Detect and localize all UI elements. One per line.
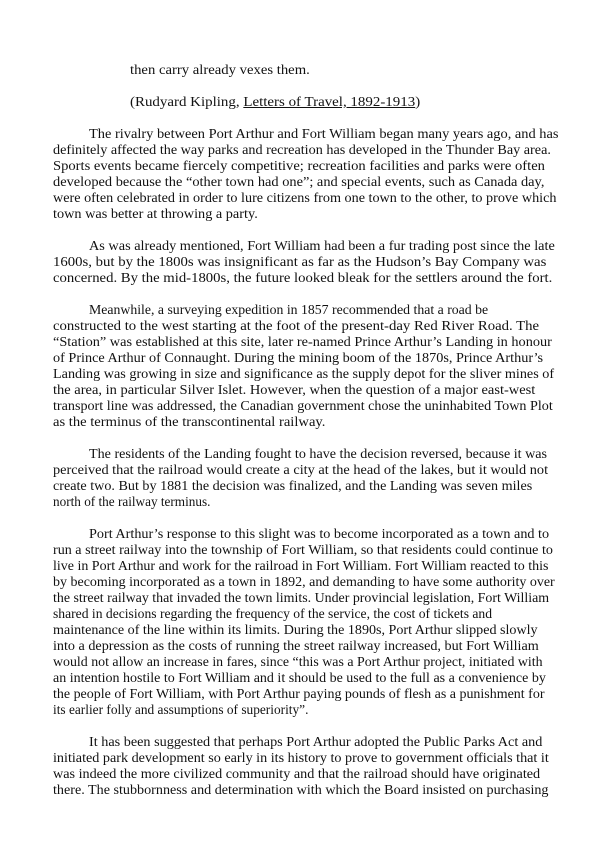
paragraph-1-line-6: town was better at throwing a party.	[53, 206, 258, 221]
paragraph-1-line-5: were often celebrated in order to lure citizens from one town to the other, to prove which	[53, 190, 557, 205]
paragraph-3-line-7: transport line was addressed, the Canadian government chose the uninhabited Town Plot	[53, 398, 553, 413]
paragraph-6-line-3: was indeed the more civilized community and that the railroad should have originated	[53, 766, 541, 781]
paragraph-6-line-4: there. The stubbornness and determination with which the Board insisted on purchasing	[53, 782, 549, 797]
paragraph-3-line-5: Landing was growing in size and significance as the supply depot for the sliver mines of	[53, 366, 555, 381]
paragraph-5-line-12: its earlier folly and assumptions of superiority”.	[53, 702, 309, 717]
paragraph-5-line-11: the people of Fort William, with Port Arthur paying pounds of flesh as a punishment for	[53, 686, 545, 701]
paragraph-3-line-2: constructed to the west starting at the foot of the present-day Red River Road. The	[53, 318, 540, 333]
paragraph-3-line-4: of Prince Arthur of Connaught. During the mining boom of the 1870s, Prince Arthur’s	[53, 350, 544, 365]
paragraph-5-line-7: maintenance of the line within its limits. During the 1890s, Port Arthur slipped slowly	[53, 622, 538, 637]
paragraph-4-line-4: north of the railway terminus.	[53, 494, 211, 509]
paragraph-5-line-10: an intention hostile to Fort William and it should be used to the full as a convenience by	[53, 670, 546, 685]
paragraph-6-line-1: It has been suggested that perhaps Port Arthur adopted the Public Parks Act and	[89, 734, 543, 749]
paragraph-5-line-1: Port Arthur’s response to this slight was to become incorporated as a town and to	[89, 526, 550, 541]
citation-open: (Rudyard Kipling,	[130, 94, 244, 109]
paragraph-4-line-2: perceived that the railroad would create a city at the head of the lakes, but it would not	[53, 462, 549, 477]
paragraph-1-line-2: definitely affected the way parks and recreation has developed in the Thunder Bay area.	[53, 142, 551, 157]
paragraph-3-line-3: “Station” was established at this site, later re-named Prince Arthur’s Landing in honour	[53, 334, 552, 349]
paragraph-1-line-1: The rivalry between Port Arthur and Fort William began many years ago, and has	[89, 126, 559, 141]
paragraph-1-line-3: Sports events became fiercely competitive; recreation facilities and parks were often	[53, 158, 545, 173]
paragraph-6-line-2: initiated park development so early in its history to prove to government officials that it	[53, 750, 549, 765]
paragraph-2-line-3: concerned. By the mid-1800s, the future looked bleak for the settlers around the fort.	[53, 270, 553, 285]
paragraph-4-line-1: The residents of the Landing fought to have the decision reversed, because it was	[89, 446, 548, 461]
citation	[130, 94, 420, 110]
paragraph-5-line-2: run a street railway into the township of Fort William, so that residents could continue to	[53, 542, 553, 557]
paragraph-3-line-1: Meanwhile, a surveying expedition in 1857 recommended that a road be	[89, 302, 489, 317]
paragraph-5-line-5: the street railway that invaded the town limits. Under provincial legislation, Fort William	[53, 590, 550, 605]
paragraph-5-line-9: would not allow an increase in fares, since “this was a Port Arthur project, initiated with	[53, 654, 543, 669]
paragraph-2-line-2: 1600s, but by the 1800s was insignificant as far as the Hudson’s Bay Company was	[53, 254, 547, 269]
paragraph-4-line-3: create two. But by 1881 the decision was finalized, and the Landing was seven miles	[53, 478, 533, 493]
paragraph-2-line-1: As was already mentioned, Fort William had been a fur trading post since the late	[89, 238, 555, 253]
citation-title: Letters of Travel, 1892-1913	[243, 94, 416, 109]
citation-close: )	[415, 94, 421, 109]
paragraph-3-line-6: the area, in particular Silver Islet. However, when the question of a major east-west	[53, 382, 536, 397]
paragraph-1-line-4: developed because the “other town had one”; and special events, such as Canada day,	[53, 174, 545, 189]
paragraph-5-line-6: shared in decisions regarding the frequency of the service, the cost of tickets and	[53, 606, 493, 621]
paragraph-5-line-3: live in Port Arthur and work for the railroad in Fort William. Fort William reacted to this	[53, 558, 549, 573]
paragraph-5-line-4: by becoming incorporated as a town in 1892, and demanding to have some authority over	[53, 574, 555, 589]
paragraph-5-line-8: into a depression as the costs of running the street railway increased, but Fort William	[53, 638, 539, 653]
paragraph-3-line-8: as the terminus of the transcontinental railway.	[53, 414, 326, 429]
quote-tail: then carry already vexes them.	[130, 62, 310, 77]
